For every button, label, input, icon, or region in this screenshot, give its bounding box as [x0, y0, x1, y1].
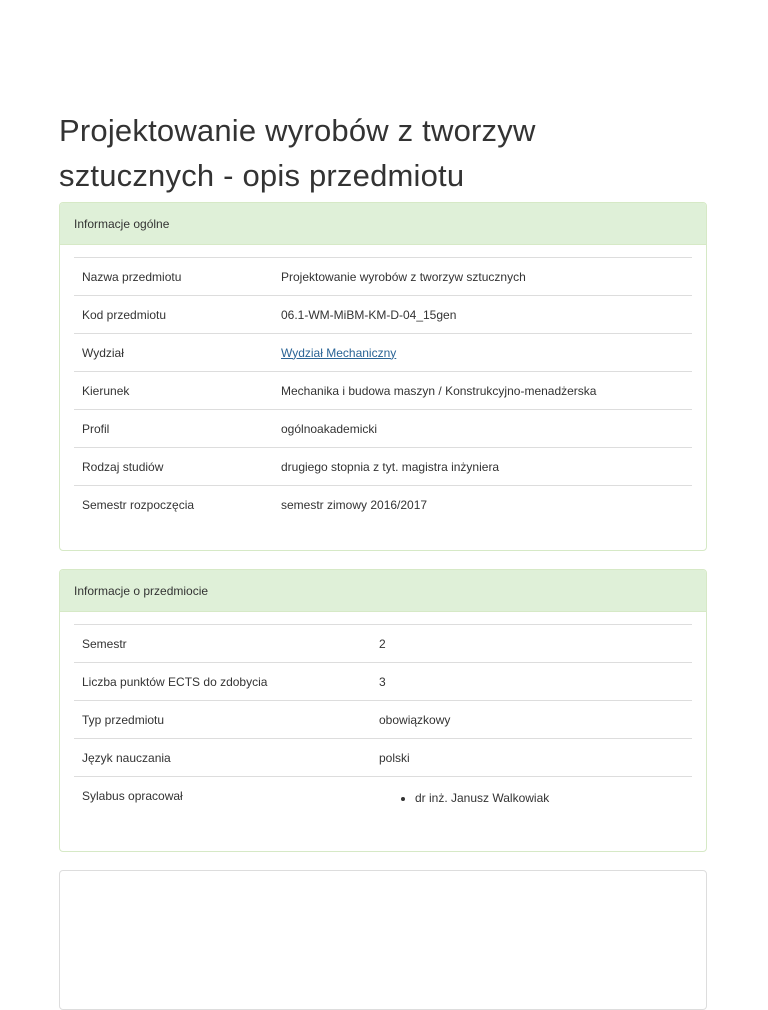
- table-row: [74, 372, 692, 410]
- row-label: Nazwa przedmiotu: [74, 258, 273, 296]
- general-info-panel: [59, 202, 707, 551]
- row-value: ogólnoakademicki: [273, 410, 692, 448]
- row-label: Typ przedmiotu: [74, 701, 371, 739]
- row-value: semestr zimowy 2016/2017: [273, 486, 692, 524]
- table-row: [74, 296, 692, 334]
- row-label: Profil: [74, 410, 273, 448]
- subject-info-table: [74, 624, 692, 829]
- page-title: Projektowanie wyrobów z tworzyw sztucznych - opis przedmiotu: [59, 113, 536, 193]
- row-value-cell: [273, 334, 692, 372]
- table-row: [74, 410, 692, 448]
- subject-info-heading: Informacje o przedmiocie: [60, 570, 706, 612]
- table-row: [74, 448, 692, 486]
- general-info-heading: Informacje ogólne: [60, 203, 706, 245]
- table-row: [74, 486, 692, 524]
- row-value: Mechanika i budowa maszyn / Konstrukcyjno-menadżerska: [273, 372, 692, 410]
- table-row: [74, 625, 692, 663]
- table-row: [74, 258, 692, 296]
- row-label: Kod przedmiotu: [74, 296, 273, 334]
- row-value: 3: [371, 663, 692, 701]
- row-label: Liczba punktów ECTS do zdobycia: [74, 663, 371, 701]
- row-label: Semestr: [74, 625, 371, 663]
- row-label: Semestr rozpoczęcia: [74, 486, 273, 524]
- table-row: [74, 663, 692, 701]
- row-value: polski: [371, 739, 692, 777]
- author-item: • dr inż. Janusz Walkowiak: [415, 789, 684, 807]
- table-row: [74, 777, 692, 830]
- faculty-link[interactable]: Wydział Mechaniczny: [281, 345, 397, 360]
- row-label: Rodzaj studiów: [74, 448, 273, 486]
- subject-info-panel: [59, 569, 707, 852]
- row-value-cell: [371, 777, 692, 830]
- authors-list: [379, 789, 684, 807]
- general-info-table: [74, 257, 692, 523]
- row-value: 2: [371, 625, 692, 663]
- next-panel: [59, 870, 707, 1010]
- table-row: [74, 701, 692, 739]
- table-row: [74, 739, 692, 777]
- row-label: Kierunek: [74, 372, 273, 410]
- row-value: 06.1-WM-MiBM-KM-D-04_15gen: [273, 296, 692, 334]
- row-value: drugiego stopnia z tyt. magistra inżyniera: [273, 448, 692, 486]
- table-row: [74, 334, 692, 372]
- row-label: Sylabus opracował: [74, 777, 371, 830]
- row-value: obowiązkowy: [371, 701, 692, 739]
- row-label: Język nauczania: [74, 739, 371, 777]
- row-label: Wydział: [74, 334, 273, 372]
- row-value: Projektowanie wyrobów z tworzyw sztucznych: [273, 258, 692, 296]
